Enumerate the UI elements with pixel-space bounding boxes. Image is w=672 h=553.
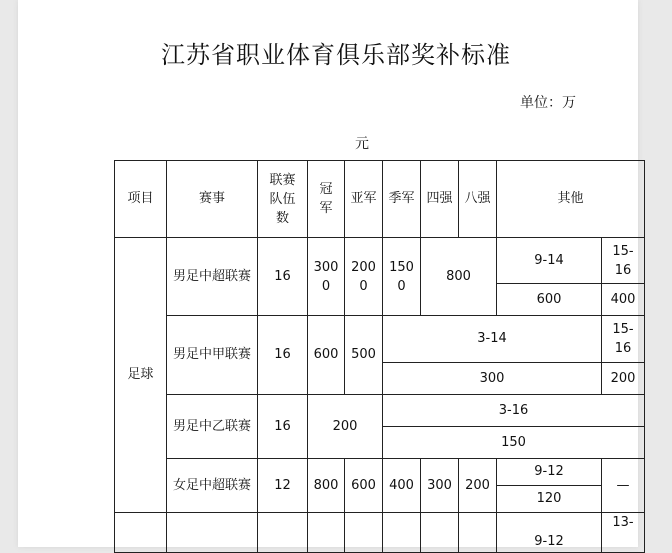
rank-range-line2: 16 [614, 341, 632, 356]
champion-amount-line1: 300 [313, 259, 339, 275]
runner-up-amount: 600 [345, 459, 383, 513]
third-place-amount: 400 [383, 459, 421, 513]
champion-amount: 800 [308, 459, 345, 513]
other-rank-range: 3-14 [383, 316, 602, 363]
other-not-applicable: — [602, 459, 645, 513]
header-team-count [258, 161, 308, 238]
header-team-count-line1: 联赛 [269, 172, 296, 188]
runner-up-amount-line2: 0 [359, 278, 368, 294]
other-rank-range [602, 238, 645, 284]
header-team-count-line2: 队伍 [269, 191, 296, 207]
document-title: 江苏省职业体育俱乐部奖补标准 [161, 41, 511, 69]
event-name: 女足中超联赛 [167, 459, 258, 513]
champion-amount: 600 [308, 316, 345, 395]
champion-runner-up-amount: 200 [308, 395, 383, 459]
team-count: 12 [258, 459, 308, 513]
champion-amount [308, 238, 345, 316]
header-champion [308, 161, 345, 238]
third-place-amount [383, 238, 421, 316]
team-count: 16 [258, 238, 308, 316]
other-rank-amount: 400 [602, 284, 645, 316]
rank-range-line2: 16 [614, 262, 632, 278]
table-row [115, 395, 645, 427]
runner-up-amount-line1: 200 [351, 259, 376, 275]
unit-label: 单位：万 [520, 95, 576, 111]
top4-amount: 300 [421, 459, 459, 513]
other-rank-range: 9-12 [497, 513, 602, 553]
runner-up-amount: 500 [345, 316, 383, 395]
header-team-count-line3: 数 [275, 210, 289, 226]
other-rank-amount: 150 [383, 427, 645, 459]
table-row [115, 459, 645, 486]
other-rank-amount: 300 [383, 363, 602, 395]
other-rank-amount: 200 [602, 363, 645, 395]
event-name: 男足中超联赛 [167, 238, 258, 316]
other-rank-amount: 120 [497, 486, 602, 513]
third-place-amount-line1: 150 [389, 259, 414, 275]
other-rank-amount: 600 [497, 284, 602, 316]
other-rank-range: 13- [602, 513, 645, 553]
header-other: 其他 [497, 161, 645, 238]
table-row [115, 316, 645, 363]
reward-standards-table [114, 160, 645, 553]
header-top4: 四强 [421, 161, 459, 238]
top8-amount: 200 [459, 459, 497, 513]
top4-top8-amount: 800 [421, 238, 497, 316]
header-champion-line1: 冠 [319, 182, 333, 197]
other-rank-range: 9-12 [497, 459, 602, 486]
table-header-row [115, 161, 645, 238]
other-rank-range: 9-14 [497, 238, 602, 284]
project-football: 足球 [115, 238, 167, 513]
unit-label-continued: 元 [355, 136, 369, 152]
header-runner-up: 亚军 [345, 161, 383, 238]
header-champion-line2: 军 [319, 201, 333, 216]
rank-range-line1: 15- [612, 322, 634, 337]
table-row [115, 238, 645, 284]
event-name: 男足中乙联赛 [167, 395, 258, 459]
header-project: 项目 [115, 161, 167, 238]
third-place-amount-line2: 0 [397, 278, 406, 294]
other-rank-range [602, 316, 645, 363]
runner-up-amount [345, 238, 383, 316]
team-count: 16 [258, 316, 308, 395]
header-third-place: 季军 [383, 161, 421, 238]
rank-range-line1: 15- [612, 243, 634, 259]
champion-amount-line2: 0 [321, 278, 331, 294]
header-top8: 八强 [459, 161, 497, 238]
header-event: 赛事 [167, 161, 258, 238]
event-name: 男足中甲联赛 [167, 316, 258, 395]
other-rank-range: 3-16 [383, 395, 645, 427]
team-count: 16 [258, 395, 308, 459]
